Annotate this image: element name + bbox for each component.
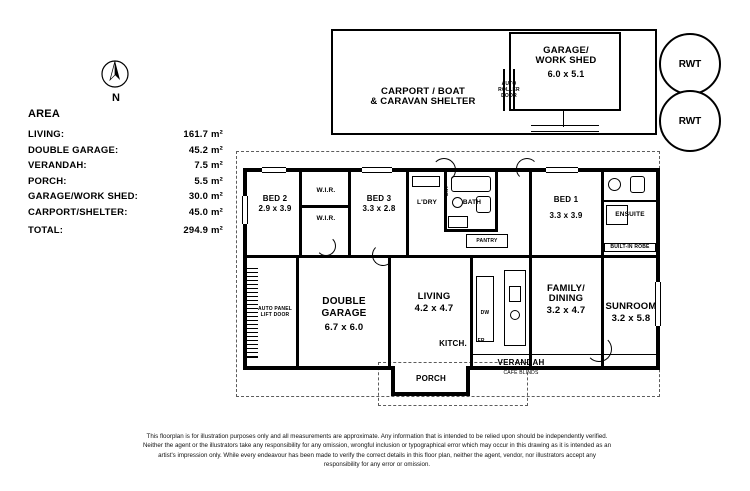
interior-wall-bath-right (495, 172, 498, 232)
area-label-verandah: VERANDAH: (28, 160, 87, 171)
room-label-sunroom: SUNROOM 3.2 x 5.8 (605, 301, 657, 324)
area-unit-garage-work-shed: m² (210, 191, 223, 202)
interior-wall-wir-divider (299, 205, 351, 208)
area-label-total: TOTAL: (28, 225, 64, 236)
area-label-living: LIVING: (28, 129, 65, 140)
interior-wall-kitchen-right (470, 258, 473, 366)
room-label-porch: PORCH (416, 374, 446, 383)
interior-wall-bath-bottom (444, 229, 498, 232)
carport-label: CARPORT / BOAT & CARAVAN SHELTER (370, 86, 476, 107)
area-label-double-garage: DOUBLE GARAGE: (28, 144, 119, 156)
area-value-double-garage: 45.2 (188, 144, 209, 156)
area-unit-double-garage: m² (210, 144, 223, 156)
exterior-wall-right-upper (656, 168, 660, 253)
interior-wall-bed3-right (406, 172, 409, 255)
interior-wall-bed1-left (529, 172, 532, 255)
room-label-ldry: L'DRY (417, 199, 437, 206)
room-label-ent: ENT (444, 185, 450, 197)
bed1-door-arc (516, 158, 538, 180)
area-value-verandah: 7.5 (194, 160, 209, 171)
ensuite-toilet-fixture (630, 176, 645, 193)
interior-wall-bed2-right (299, 172, 302, 255)
compass-north-label: N (112, 92, 120, 104)
workshed-label: GARAGE/ WORK SHED 6.0 x 5.1 (535, 45, 597, 79)
area-value-porch: 5.5 (194, 175, 209, 187)
wir-door-arc (316, 236, 336, 256)
room-label-bed3: BED 3 3.3 x 2.8 (362, 194, 396, 213)
area-legend-title: AREA (28, 108, 60, 120)
room-label-bed2: BED 2 2.9 x 3.9 (258, 194, 292, 213)
area-unit-living: m² (210, 129, 223, 140)
area-unit-porch: m² (210, 175, 223, 187)
room-label-wir-1: W.I.R. (316, 187, 336, 194)
area-label-garage-work-shed: GARAGE/WORK SHED: (28, 191, 139, 202)
room-label-kitchen: KITCH. (439, 339, 467, 348)
sunroom-door-arc (586, 336, 612, 362)
room-label-living: LIVING 4.2 x 4.7 (414, 291, 454, 314)
kitchen-island (504, 270, 526, 346)
porch-wall-right (466, 366, 470, 396)
kitchen-bench (476, 276, 494, 342)
room-label-ensuite: ENSUITE (615, 211, 645, 218)
room-label-double-garage: DOUBLE GARAGE 6.7 x 6.0 (321, 296, 367, 333)
room-label-built-in-robe: BUILT-IN ROBE (610, 244, 650, 250)
porch-wall-left (391, 366, 395, 396)
area-unit-total: m² (210, 225, 223, 236)
cooktop-fixture (509, 286, 521, 302)
room-label-wir-2: W.I.R. (316, 215, 336, 222)
porch-wall-bottom (391, 392, 470, 396)
area-unit-carport-shelter: m² (210, 206, 223, 218)
verandah-edge-line (470, 354, 660, 356)
interior-wall-garage-left (296, 258, 299, 366)
interior-wall-garage-right (388, 258, 391, 366)
rainwater-tank-1-label: RWT (678, 58, 702, 70)
area-value-carport-shelter: 45.0 (188, 206, 209, 218)
disclaimer-text: This floorplan is for illustration purposes only and all measurements are approximate. Any information that is intended to be relied upon should be independently verified. Neither the agent or the illustrators take any responsibility for any omission, wrongful inclusion or typographical error which may occur in this drawing as it is intended as an artist's impression only. While every endeavour has been made to verify the correct details in this floor plan, neither the agent, vendor, nor illustrators accept any responsibility for any error or omission. (142, 433, 612, 469)
window-bed2-left (242, 196, 248, 224)
bathtub-fixture (451, 176, 491, 192)
ensuite-basin-fixture (608, 178, 621, 191)
area-label-porch: PORCH: (28, 175, 67, 187)
room-label-pantry: PANTRY (476, 238, 498, 244)
area-value-total: 294.9 (183, 225, 209, 236)
area-value-living: 161.7 (183, 129, 209, 140)
area-value-garage-work-shed: 30.0 (188, 191, 209, 202)
interior-wall-wir-right (348, 172, 351, 255)
sink-fixture (510, 310, 520, 320)
exterior-wall-garage-bottom (243, 366, 391, 370)
interior-wall-spine (247, 255, 656, 258)
room-label-bed1: BED 1 3.3 x 3.9 (549, 195, 583, 220)
bath-shower-fixture (448, 216, 468, 228)
window-bed3 (362, 167, 392, 173)
area-unit-verandah: m² (210, 160, 223, 171)
bed3-door-arc (372, 244, 394, 266)
interior-wall-ensuite-vanity (604, 200, 656, 202)
room-label-bath: BATH (462, 199, 482, 206)
window-bed1 (546, 167, 578, 173)
area-label-carport-shelter: CARPORT/SHELTER: (28, 206, 128, 218)
window-bed2 (262, 167, 286, 173)
label-auto-panel-lift-door: AUTO PANEL LIFT DOOR (257, 306, 293, 318)
rainwater-tank-2-label: RWT (678, 115, 702, 127)
label-fridge: FR. (477, 338, 487, 344)
room-label-verandah: VERANDAH CAFE BLINDS (497, 358, 545, 376)
label-dishwasher: DW (480, 310, 490, 316)
auto-roller-door-label: AUTO ROLLER DOOR (498, 81, 520, 99)
room-label-family-dining: FAMILY/ DINING 3.2 x 4.7 (546, 283, 586, 316)
